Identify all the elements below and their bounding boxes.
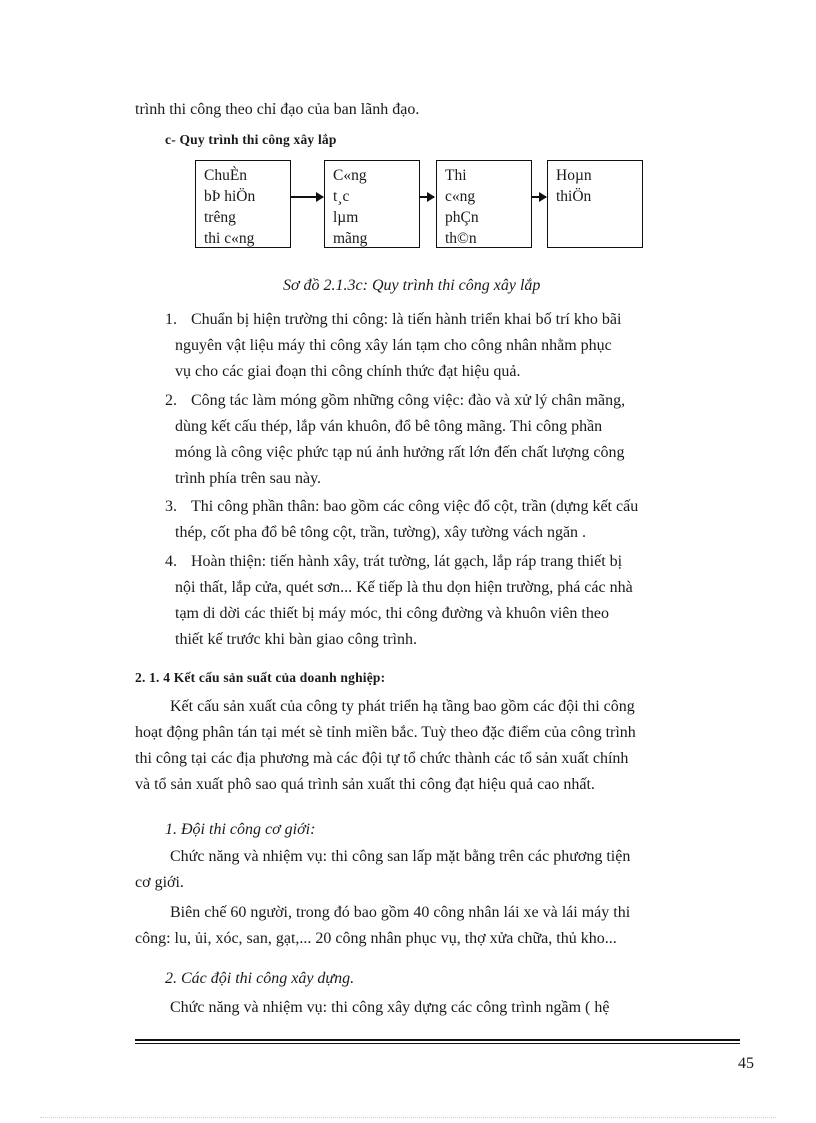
para-214-line: thi công tại các địa phương mà các đội tự tổ chức thành các tổ sản xuất chính: [135, 750, 629, 767]
footer-rule: [135, 1039, 740, 1041]
flow-arrow-1: [291, 196, 323, 198]
page-number: 45: [738, 1055, 754, 1072]
sub1-para1-line: cơ giới.: [135, 874, 184, 891]
sub2-para1-line: Chức năng và nhiệm vụ: thi công xây dựng các công trình ngầm ( hệ: [170, 999, 610, 1016]
flow-box-foundation: C«ng t¸c lµm mãng: [324, 160, 420, 248]
sub1-para2-line: công: lu, ủi, xóc, san, gạt,... 20 công nhân phục vụ, thợ xửa chữa, thủ kho...: [135, 930, 617, 947]
flow-box-finishing: Hoµn thiÖn: [547, 160, 643, 248]
flow-arrow-2: [420, 196, 434, 198]
step-number: 4.: [165, 553, 177, 570]
page-edge-dotted-line: [40, 1117, 776, 1118]
flow-box-body: Thi c«ng phÇn th©n: [436, 160, 532, 248]
step-number: 3.: [165, 498, 177, 515]
sub1-para2-line: Biên chế 60 người, trong đó bao gồm 40 công nhân lái xe và lái máy thi: [170, 904, 631, 921]
footer-rule-thin: [135, 1043, 740, 1044]
diagram-caption: Sơ đồ 2.1.3c: Quy trình thi công xây lắp: [283, 277, 541, 294]
para-214-line: Kết cấu sản xuất của công ty phát triển hạ tầng bao gồm các đội thi công: [170, 698, 635, 715]
para-214-line: và tổ sản xuất phô sao quá trình sản xuất thi công đạt hiệu quả cao nhất.: [135, 776, 595, 793]
section-c-heading: c- Quy trình thi công xây lắp: [165, 132, 337, 147]
sub1-para1-line: Chức năng và nhiệm vụ: thi công san lấp mặt bằng trên các phương tiện: [170, 848, 631, 865]
step-number: 1.: [165, 311, 177, 328]
sub2-heading: 2. Các đội thi công xây dựng.: [165, 970, 355, 987]
sub1-heading: 1. Đội thi công cơ giới:: [165, 821, 316, 838]
step-number: 2.: [165, 392, 177, 409]
para-214-line: hoạt động phân tán tại mét sè tỉnh miền bắc. Tuỳ theo đặc điểm của công trình: [135, 724, 636, 741]
flow-box-prepare-site: ChuÈn bÞ hiÖn trêng thi c«ng: [195, 160, 291, 248]
flow-arrow-3: [532, 196, 546, 198]
intro-line: trình thi công theo chỉ đạo của ban lãnh đạo.: [135, 101, 420, 118]
section-214-heading: 2. 1. 4 Kết cấu sản suất của doanh nghiệp:: [135, 670, 386, 685]
document-page: trình thi công theo chỉ đạo của ban lãnh đạo. c- Quy trình thi công xây lắp ChuÈn bÞ hiÖn trêng thi c«ng C«ng t¸c lµm mãng Thi c«ng phÇn th©n Hoµn thiÖn Sơ đồ 2.1.3c: Quy trình thi công xây lắp 1. Chuẩn bị hiện trường thi công: là tiến hành triển khai bố trí kho bãi nguyên vật liệu máy thi công xây lán tạm cho công nhân nhằm phục vụ cho các giai đoạn thi công chính thức đạt hiệu quả. 2. Công tác làm móng gồm những công việc: đào và xử lý chân mãng, dùng kết cấu thép, lắp ván khuôn, đổ bê tông mãng. Thi công phần móng là công việc phức tạp nú ảnh hưởng rất lớn đến chất lượng công trình phía trên sau này. 3. Thi công phần thân: bao gồm các công việc đổ cột, trần (dựng kết cấu thép, cốt pha đổ bê tông cột, trần, tường), xây tường vách ngăn . 4. Hoàn thiện: tiến hành xây, trát tường, lát gạch, lắp ráp trang thiết bị nội thất, lắp cửa, quét sơn... Kế tiếp là thu dọn hiện trường, phá các nhà tạm di dời các thiết bị máy móc, thi công đường và khuôn viên theo thiết kế trước khi bàn giao công trình. 2. 1. 4 Kết cấu sản suất của doanh nghiệp: Kết cấu sản xuất của công ty phát triển hạ tầng bao gồm các đội thi công hoạt động phân tán tại mét sè tỉnh miền bắc. Tuỳ theo đặc điểm của công trình thi công tại các địa phương mà các đội tự tổ chức thành các tổ sản xuất chính và tổ sản xuất phô sao quá trình sản xuất thi công đạt hiệu quả cao nhất. 1. Đội thi công cơ giới: Chức năng và nhiệm vụ: thi công san lấp mặt bằng trên các phương tiện cơ giới. Biên chế 60 người, trong đó bao gồm 40 công nhân lái xe và lái máy thi công: lu, ủi, xóc, san, gạt,... 20 công nhân phục vụ, thợ xửa chữa, thủ kho... 2. Các đội thi công xây dựng. Chức năng và nhiệm vụ: thi công xây dựng các công trình ngầm ( hệ 45: [0, 0, 816, 1123]
